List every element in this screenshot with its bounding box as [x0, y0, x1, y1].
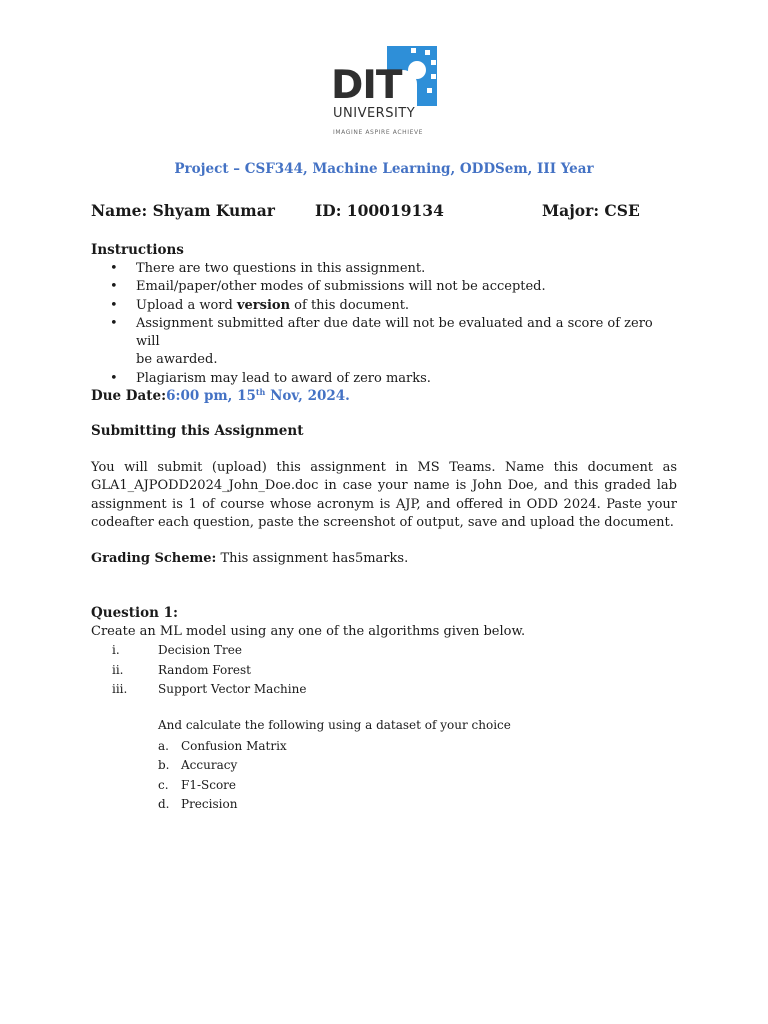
list-item: d. Precision — [158, 796, 238, 811]
list-item: a. Confusion Matrix — [158, 739, 287, 753]
logo-wordmark: DIT — [331, 63, 402, 108]
bullet-icon: • — [110, 297, 118, 313]
grading-label: Grading Scheme: — [91, 551, 217, 566]
metrics-list — [158, 737, 287, 814]
algorithm-list — [112, 641, 306, 700]
submitting-heading: Submitting this Assignment — [91, 423, 304, 439]
instructions-heading: Instructions — [91, 242, 184, 258]
logo-tagline: IMAGINE ASPIRE ACHIEVE — [333, 129, 424, 136]
due-date — [91, 387, 350, 404]
due-date-value: Nov, 2024. — [265, 388, 350, 404]
instructions-list — [110, 260, 680, 388]
list-item: ii. Random Forest — [112, 662, 252, 677]
due-date-suffix: th — [255, 387, 266, 397]
submitting-paragraph: You will submit (upload) this assignment in MS Teams. Name this document as GLA1_AJPODD2024_John_Doe.doc in case your name is John Doe, and this graded lab assignment is 1 of course whose acronym is AJP, and offered in ODD 2024. Paste your codeafter each question, paste the screenshot of output, save and upload the document. — [91, 460, 677, 530]
student-name: Name: Shyam Kumar — [91, 201, 275, 220]
list-item: i. Decision Tree — [112, 643, 242, 657]
grading-scheme — [91, 551, 408, 566]
university-logo — [329, 44, 441, 140]
list-item: • Email/paper/other modes of submissions will not be accepted. — [110, 278, 680, 296]
due-date-label: Due Date: — [91, 388, 167, 404]
question-heading: Question 1: — [91, 605, 179, 621]
list-item: iii. Support Vector Machine — [112, 682, 307, 696]
project-title: Project – CSF344, Machine Learning, ODDSem, III Year — [174, 161, 594, 177]
list-item: • Upload a word version of this document. — [110, 297, 680, 315]
bullet-icon: • — [110, 315, 118, 331]
list-item: c. F1-Score — [158, 777, 237, 792]
bullet-icon: • — [110, 370, 118, 386]
bullet-icon: • — [110, 261, 118, 276]
grading-text: This assignment has5marks. — [216, 551, 409, 566]
question-text: Create an ML model using any one of the algorithms given below. — [91, 624, 526, 639]
logo-subtitle: UNIVERSITY — [333, 106, 416, 121]
student-major: Major: CSE — [542, 201, 640, 220]
list-item: b. Accuracy — [158, 758, 238, 773]
calculation-intro: And calculate the following using a dataset of your choice — [158, 718, 511, 732]
list-item: • Assignment submitted after due date will not be evaluated and a score of zero will be awarded. — [110, 315, 653, 368]
list-item: • Plagiarism may lead to award of zero marks. — [110, 370, 680, 388]
bullet-icon: • — [110, 279, 118, 295]
due-date-time: 6:00 pm, 15 — [166, 388, 256, 404]
student-info — [91, 201, 691, 223]
list-item: • There are two questions in this assignment. — [110, 260, 680, 278]
student-id: ID: 100019134 — [315, 201, 444, 220]
